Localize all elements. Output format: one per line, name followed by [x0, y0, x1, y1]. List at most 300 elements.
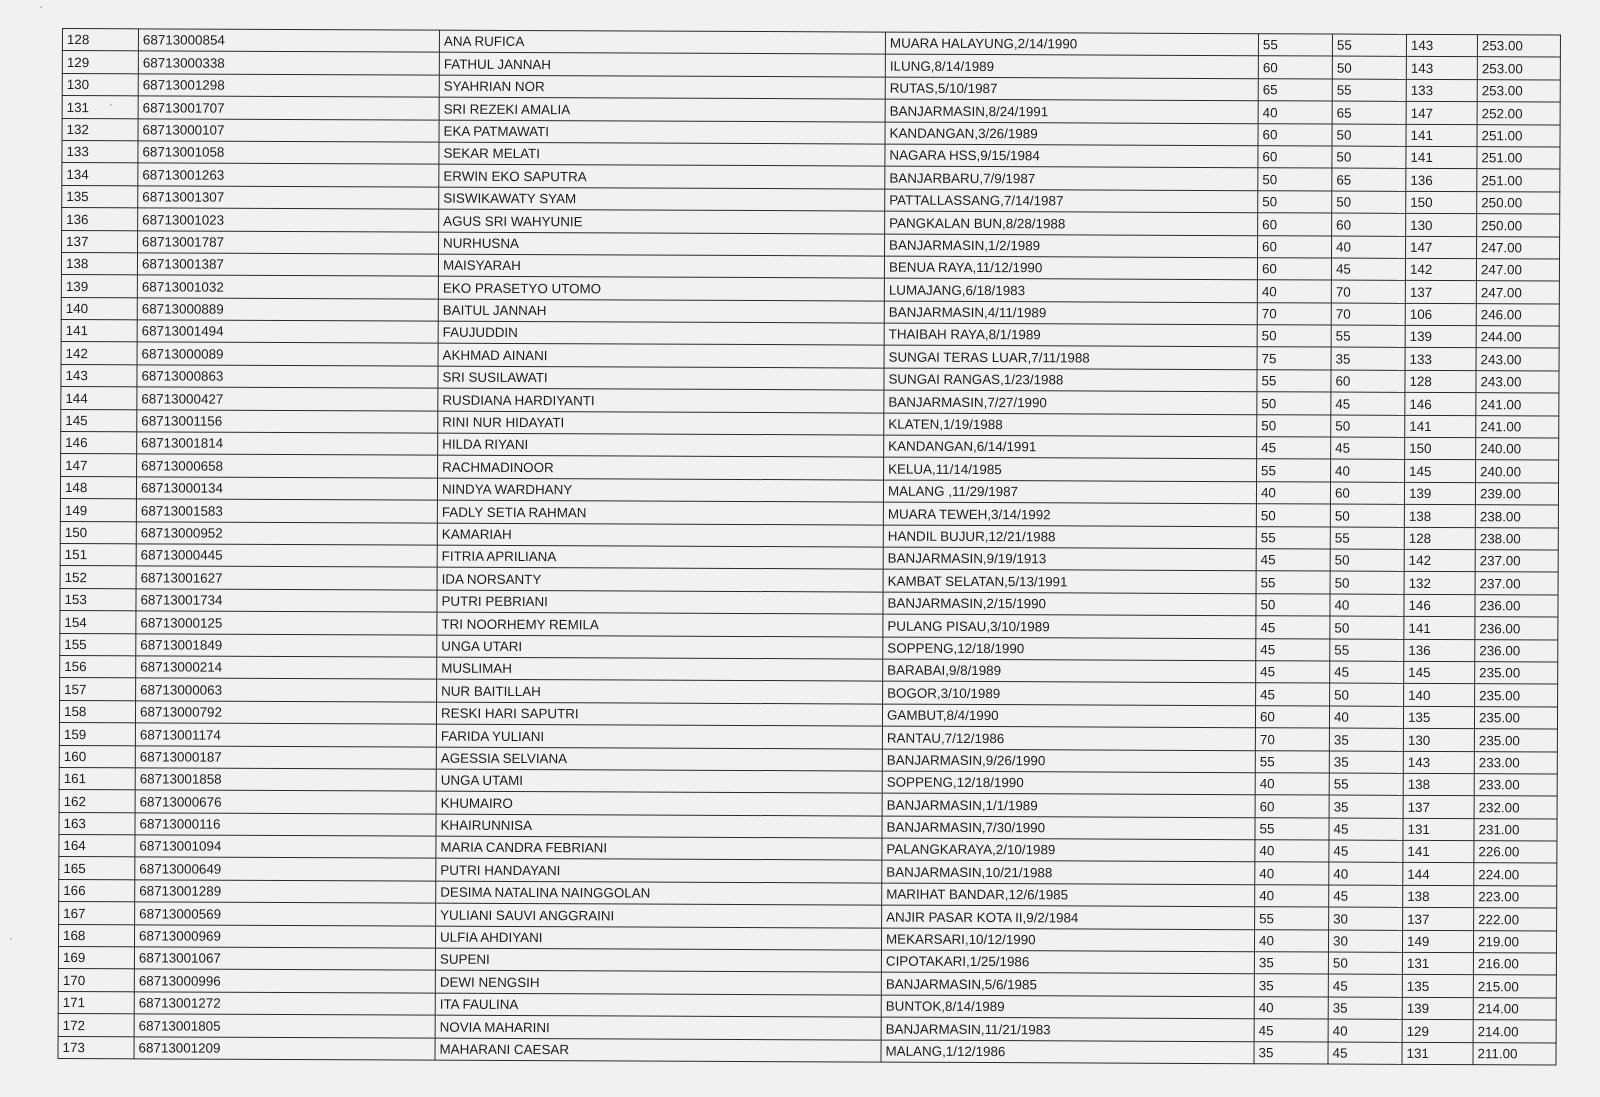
row-number-cell: 159: [59, 723, 135, 746]
participant-name-cell: PUTRI HANDAYANI: [436, 859, 882, 883]
total-score-cell: 246.00: [1476, 303, 1559, 326]
score-3-cell: 106: [1405, 303, 1476, 326]
birthplace-date-cell: MALANG,1/12/1986: [881, 1040, 1254, 1064]
birthplace-date-cell: BARABAI,9/8/1989: [883, 659, 1256, 683]
score-2-cell: 45: [1328, 974, 1402, 997]
registration-number-cell: 68713001494: [137, 320, 438, 344]
participant-name-cell: ANA RUFICA: [439, 30, 885, 54]
participant-name-cell: RACHMADINOOR: [438, 456, 884, 480]
score-3-cell: 129: [1402, 1020, 1473, 1043]
total-score-cell: 231.00: [1474, 818, 1557, 841]
total-score-cell: 239.00: [1475, 482, 1558, 505]
score-2-cell: 55: [1332, 34, 1406, 57]
score-2-cell: 45: [1329, 840, 1403, 863]
participant-name-cell: FITRIA APRILIANA: [437, 545, 883, 569]
participant-name-cell: BAITUL JANNAH: [438, 299, 884, 323]
birthplace-date-cell: BANJARMASIN,5/6/1985: [881, 972, 1254, 996]
score-1-cell: 50: [1256, 593, 1330, 616]
score-3-cell: 135: [1403, 706, 1474, 729]
row-number-cell: 135: [62, 185, 138, 208]
participant-name-cell: ULFIA AHDIYANI: [435, 926, 881, 950]
total-score-cell: 238.00: [1475, 527, 1558, 550]
row-number-cell: 154: [60, 611, 136, 634]
score-2-cell: 60: [1331, 370, 1405, 393]
birthplace-date-cell: PATTALLASSANG,7/14/1987: [885, 189, 1258, 213]
score-3-cell: 143: [1406, 57, 1477, 80]
score-3-cell: 144: [1403, 863, 1474, 886]
participant-name-cell: ERWIN EKO SAPUTRA: [439, 164, 885, 188]
registration-number-cell: 68713000792: [135, 701, 436, 725]
registration-number-cell: 68713000338: [138, 51, 439, 75]
birthplace-date-cell: MEKARSARI,10/12/1990: [881, 928, 1254, 952]
total-score-cell: 236.00: [1475, 594, 1558, 617]
participant-name-cell: SRI REZEKI AMALIA: [439, 97, 885, 121]
score-1-cell: 55: [1256, 571, 1330, 594]
birthplace-date-cell: PANGKALAN BUN,8/28/1988: [885, 211, 1258, 235]
score-2-cell: 40: [1329, 706, 1403, 729]
registration-number-cell: 68713001307: [138, 186, 439, 210]
registration-number-cell: 68713000569: [135, 902, 436, 926]
row-number-cell: 134: [62, 163, 138, 186]
score-2-cell: 70: [1331, 280, 1405, 303]
score-2-cell: 70: [1331, 303, 1405, 326]
participant-name-cell: NUR BAITILLAH: [437, 679, 883, 703]
score-1-cell: 50: [1258, 168, 1332, 191]
total-score-cell: 235.00: [1474, 706, 1557, 729]
total-score-cell: 250.00: [1477, 214, 1560, 237]
registration-number-cell: 68713001094: [135, 835, 436, 859]
score-3-cell: 150: [1405, 437, 1476, 460]
score-3-cell: 141: [1405, 415, 1476, 438]
score-2-cell: 50: [1330, 683, 1404, 706]
score-1-cell: 50: [1257, 414, 1331, 437]
registration-number-cell: 68713001156: [137, 409, 438, 433]
birthplace-date-cell: KAMBAT SELATAN,5/13/1991: [883, 569, 1256, 593]
score-3-cell: 128: [1404, 527, 1475, 550]
score-3-cell: 147: [1406, 236, 1477, 259]
participant-name-cell: YULIANI SAUVI ANGGRAINI: [436, 903, 882, 927]
score-3-cell: 141: [1406, 124, 1477, 147]
total-score-cell: 252.00: [1477, 102, 1560, 125]
birthplace-date-cell: BANJARMASIN,7/27/1990: [884, 390, 1257, 414]
score-3-cell: 141: [1403, 840, 1474, 863]
score-2-cell: 35: [1329, 751, 1403, 774]
registration-number-cell: 68713000089: [137, 342, 438, 366]
birthplace-date-cell: SUNGAI TERAS LUAR,7/11/1988: [884, 346, 1257, 370]
score-1-cell: 45: [1256, 549, 1330, 572]
participant-name-cell: KAMARIAH: [437, 523, 883, 547]
registration-number-cell: 68713000952: [136, 521, 437, 545]
row-number-cell: 137: [62, 230, 138, 253]
score-1-cell: 55: [1255, 907, 1329, 930]
registration-number-cell: 68713001814: [137, 432, 438, 456]
participant-name-cell: EKO PRASETYO UTOMO: [438, 276, 884, 300]
score-3-cell: 146: [1404, 594, 1475, 617]
registration-number-cell: 68713000427: [137, 387, 438, 411]
score-1-cell: 45: [1256, 616, 1330, 639]
birthplace-date-cell: MARIHAT BANDAR,12/6/1985: [882, 883, 1255, 907]
score-3-cell: 132: [1404, 572, 1475, 595]
participant-name-cell: UNGA UTAMI: [436, 769, 882, 793]
row-number-cell: 172: [58, 1014, 134, 1037]
total-score-cell: 236.00: [1475, 617, 1558, 640]
row-number-cell: 160: [59, 745, 135, 768]
registration-number-cell: 68713001734: [136, 589, 437, 613]
participant-name-cell: PUTRI PEBRIANI: [437, 590, 883, 614]
score-2-cell: 30: [1328, 930, 1402, 953]
registration-number-cell: 68713000863: [137, 365, 438, 389]
score-2-cell: 45: [1331, 437, 1405, 460]
birthplace-date-cell: BANJARMASIN,8/24/1991: [885, 99, 1258, 123]
row-number-cell: 149: [60, 499, 136, 522]
score-3-cell: 142: [1404, 549, 1475, 572]
score-3-cell: 139: [1405, 325, 1476, 348]
score-2-cell: 60: [1332, 213, 1406, 236]
score-3-cell: 139: [1404, 482, 1475, 505]
participant-name-cell: FADLY SETIA RAHMAN: [437, 500, 883, 524]
score-3-cell: 141: [1406, 146, 1477, 169]
row-number-cell: 140: [61, 297, 137, 320]
score-3-cell: 137: [1405, 281, 1476, 304]
score-1-cell: 50: [1258, 190, 1332, 213]
score-1-cell: 40: [1255, 862, 1329, 885]
score-2-cell: 50: [1330, 549, 1404, 572]
participant-name-cell: NOVIA MAHARINI: [435, 1015, 881, 1039]
row-number-cell: 153: [60, 588, 136, 611]
scan-speck: [40, 6, 42, 8]
participant-name-cell: NURHUSNA: [439, 232, 885, 256]
registration-number-cell: 68713001272: [134, 992, 435, 1016]
score-1-cell: 45: [1256, 661, 1330, 684]
total-score-cell: 235.00: [1474, 729, 1557, 752]
score-2-cell: 60: [1330, 482, 1404, 505]
score-1-cell: 55: [1257, 459, 1331, 482]
row-number-cell: 128: [62, 29, 138, 52]
score-3-cell: 137: [1403, 908, 1474, 931]
total-score-cell: 216.00: [1473, 953, 1556, 976]
score-3-cell: 138: [1403, 885, 1474, 908]
score-3-cell: 141: [1404, 617, 1475, 640]
score-2-cell: 50: [1330, 616, 1404, 639]
row-number-cell: 131: [62, 96, 138, 119]
total-score-cell: 214.00: [1473, 997, 1556, 1020]
total-score-cell: 233.00: [1474, 751, 1557, 774]
score-2-cell: 50: [1330, 571, 1404, 594]
birthplace-date-cell: BANJARMASIN,1/1/1989: [882, 793, 1255, 817]
total-score-cell: 240.00: [1476, 438, 1559, 461]
score-1-cell: 55: [1255, 750, 1329, 773]
birthplace-date-cell: SOPPENG,12/18/1990: [883, 637, 1256, 661]
participant-name-cell: SRI SUSILAWATI: [438, 366, 884, 390]
row-number-cell: 133: [62, 140, 138, 163]
score-2-cell: 40: [1331, 459, 1405, 482]
score-2-cell: 50: [1332, 56, 1406, 79]
total-score-cell: 241.00: [1476, 393, 1559, 416]
row-number-cell: 141: [61, 320, 137, 343]
score-2-cell: 50: [1331, 415, 1405, 438]
participant-name-cell: TRI NOORHEMY REMILA: [437, 612, 883, 636]
score-2-cell: 55: [1332, 79, 1406, 102]
row-number-cell: 157: [60, 678, 136, 701]
row-number-cell: 132: [62, 118, 138, 141]
score-1-cell: 45: [1256, 683, 1330, 706]
score-3-cell: 138: [1403, 773, 1474, 796]
registration-number-cell: 68713001023: [138, 208, 439, 232]
registration-number-cell: 68713001849: [136, 633, 437, 657]
row-number-cell: 151: [60, 543, 136, 566]
birthplace-date-cell: HANDIL BUJUR,12/21/1988: [883, 525, 1256, 549]
score-2-cell: 45: [1328, 1042, 1402, 1065]
birthplace-date-cell: RUTAS,5/10/1987: [885, 77, 1258, 101]
birthplace-date-cell: KANDANGAN,6/14/1991: [884, 435, 1257, 459]
score-2-cell: 35: [1328, 997, 1402, 1020]
registration-number-cell: 68713000214: [136, 656, 437, 680]
row-number-cell: 139: [61, 275, 137, 298]
birthplace-date-cell: BANJARBARU,7/9/1987: [885, 166, 1258, 190]
birthplace-date-cell: BANJARMASIN,9/19/1913: [883, 547, 1256, 571]
score-1-cell: 60: [1258, 235, 1332, 258]
total-score-cell: 253.00: [1477, 57, 1560, 80]
participant-name-cell: DEWI NENGSIH: [435, 971, 881, 995]
row-number-cell: 148: [60, 476, 136, 499]
score-1-cell: 60: [1257, 258, 1331, 281]
total-score-cell: 251.00: [1477, 147, 1560, 170]
registration-number-cell: 68713000107: [138, 118, 439, 142]
score-2-cell: 40: [1332, 236, 1406, 259]
score-1-cell: 40: [1255, 885, 1329, 908]
registration-number-cell: 68713001805: [134, 1014, 435, 1038]
participant-name-cell: ITA FAULINA: [435, 993, 881, 1017]
participant-name-cell: MAISYARAH: [438, 254, 884, 278]
score-1-cell: 40: [1257, 280, 1331, 303]
score-1-cell: 65: [1258, 79, 1332, 102]
registration-number-cell: 68713001289: [135, 880, 436, 904]
total-score-cell: 243.00: [1476, 371, 1559, 394]
participant-name-cell: AKHMAD AINANI: [438, 344, 884, 368]
score-2-cell: 50: [1328, 952, 1402, 975]
participant-name-cell: MAHARANI CAESAR: [435, 1038, 881, 1062]
birthplace-date-cell: PULANG PISAU,3/10/1989: [883, 614, 1256, 638]
birthplace-date-cell: ILUNG,8/14/1989: [885, 54, 1258, 78]
total-score-cell: 247.00: [1477, 236, 1560, 259]
birthplace-date-cell: MUARA HALAYUNG,2/14/1990: [885, 32, 1258, 56]
score-3-cell: 130: [1406, 213, 1477, 236]
total-score-cell: 251.00: [1477, 124, 1560, 147]
total-score-cell: 247.00: [1476, 259, 1559, 282]
birthplace-date-cell: RANTAU,7/12/1986: [882, 726, 1255, 750]
participant-name-cell: DESIMA NATALINA NAINGGOLAN: [436, 881, 882, 905]
score-2-cell: 55: [1331, 325, 1405, 348]
total-score-cell: 236.00: [1475, 639, 1558, 662]
score-1-cell: 75: [1257, 347, 1331, 370]
total-score-cell: 237.00: [1475, 550, 1558, 573]
row-number-cell: 147: [61, 454, 137, 477]
registration-number-cell: 68713001032: [137, 275, 438, 299]
birthplace-date-cell: BANJARMASIN,11/21/1983: [881, 1017, 1254, 1041]
row-number-cell: 143: [61, 364, 137, 387]
score-1-cell: 55: [1256, 526, 1330, 549]
score-1-cell: 40: [1255, 773, 1329, 796]
total-score-cell: 253.00: [1477, 79, 1560, 102]
score-1-cell: 55: [1258, 34, 1332, 57]
score-1-cell: 60: [1255, 705, 1329, 728]
participant-name-cell: FAUJUDDIN: [438, 321, 884, 345]
participant-name-cell: IDA NORSANTY: [437, 568, 883, 592]
total-score-cell: 247.00: [1476, 281, 1559, 304]
score-2-cell: 40: [1329, 862, 1403, 885]
score-2-cell: 40: [1328, 1019, 1402, 1042]
score-1-cell: 60: [1258, 146, 1332, 169]
row-number-cell: 162: [59, 790, 135, 813]
birthplace-date-cell: NAGARA HSS,9/15/1984: [885, 144, 1258, 168]
registration-number-cell: 68713000969: [134, 924, 435, 948]
birthplace-date-cell: SUNGAI RANGAS,1/23/1988: [884, 368, 1257, 392]
score-1-cell: 40: [1258, 101, 1332, 124]
row-number-cell: 169: [58, 947, 134, 970]
score-1-cell: 55: [1257, 370, 1331, 393]
score-1-cell: 60: [1258, 213, 1332, 236]
score-2-cell: 45: [1330, 661, 1404, 684]
score-2-cell: 30: [1329, 907, 1403, 930]
registration-number-cell: 68713000996: [134, 969, 435, 993]
total-score-cell: 251.00: [1477, 169, 1560, 192]
birthplace-date-cell: BANJARMASIN,2/15/1990: [883, 592, 1256, 616]
birthplace-date-cell: BUNTOK,8/14/1989: [881, 995, 1254, 1019]
score-1-cell: 45: [1254, 1019, 1328, 1042]
score-1-cell: 70: [1257, 302, 1331, 325]
row-number-cell: 170: [58, 969, 134, 992]
score-1-cell: 50: [1257, 325, 1331, 348]
row-number-cell: 158: [59, 700, 135, 723]
total-score-cell: 233.00: [1474, 774, 1557, 797]
score-3-cell: 140: [1404, 684, 1475, 707]
score-1-cell: 35: [1254, 952, 1328, 975]
row-number-cell: 171: [58, 991, 134, 1014]
birthplace-date-cell: BANJARMASIN,10/21/1988: [882, 861, 1255, 885]
score-3-cell: 146: [1405, 393, 1476, 416]
score-2-cell: 50: [1330, 504, 1404, 527]
birthplace-date-cell: KLATEN,1/19/1988: [884, 413, 1257, 437]
row-number-cell: 152: [60, 566, 136, 589]
registration-number-cell: 68713001174: [135, 723, 436, 747]
score-3-cell: 133: [1406, 79, 1477, 102]
score-2-cell: 55: [1330, 639, 1404, 662]
participant-name-cell: NINDYA WARDHANY: [437, 478, 883, 502]
birthplace-date-cell: BANJARMASIN,1/2/1989: [885, 234, 1258, 258]
score-3-cell: 142: [1405, 258, 1476, 281]
birthplace-date-cell: BANJARMASIN,4/11/1989: [884, 301, 1257, 325]
registration-number-cell: 68713001263: [138, 163, 439, 187]
score-3-cell: 138: [1404, 505, 1475, 528]
score-2-cell: 35: [1329, 728, 1403, 751]
participant-name-cell: AGUS SRI WAHYUNIE: [439, 209, 885, 233]
score-3-cell: 131: [1402, 952, 1473, 975]
score-2-cell: 50: [1332, 146, 1406, 169]
score-3-cell: 145: [1405, 460, 1476, 483]
participant-name-cell: MUSLIMAH: [437, 657, 883, 681]
total-score-cell: 241.00: [1476, 415, 1559, 438]
row-number-cell: 146: [61, 432, 137, 455]
score-3-cell: 135: [1402, 975, 1473, 998]
score-3-cell: 128: [1405, 370, 1476, 393]
participant-name-cell: KHUMAIRO: [436, 791, 882, 815]
registration-number-cell: 68713001209: [134, 1036, 435, 1060]
participant-name-cell: RUSDIANA HARDIYANTI: [438, 388, 884, 412]
score-1-cell: 35: [1254, 1041, 1328, 1064]
score-3-cell: 130: [1403, 728, 1474, 751]
row-number-cell: 168: [58, 924, 134, 947]
score-3-cell: 136: [1406, 169, 1477, 192]
registration-number-cell: 68713000889: [137, 298, 438, 322]
row-number-cell: 165: [59, 857, 135, 880]
birthplace-date-cell: KANDANGAN,3/26/1989: [885, 122, 1258, 146]
results-table: [58, 28, 1561, 1065]
score-2-cell: 45: [1329, 818, 1403, 841]
participant-name-cell: RESKI HARI SAPUTRI: [436, 702, 882, 726]
row-number-cell: 150: [60, 521, 136, 544]
score-3-cell: 137: [1403, 796, 1474, 819]
registration-number-cell: 68713001298: [138, 74, 439, 98]
row-number-cell: 163: [59, 812, 135, 835]
row-number-cell: 130: [62, 73, 138, 96]
score-3-cell: 150: [1406, 191, 1477, 214]
results-table-body: [58, 29, 1560, 1065]
birthplace-date-cell: BANJARMASIN,7/30/1990: [882, 816, 1255, 840]
score-2-cell: 35: [1331, 348, 1405, 371]
registration-number-cell: 68713001627: [136, 566, 437, 590]
score-1-cell: 60: [1258, 56, 1332, 79]
row-number-cell: 142: [61, 342, 137, 365]
registration-number-cell: 68713000676: [135, 790, 436, 814]
scan-speck: [10, 938, 12, 940]
row-number-cell: 173: [58, 1036, 134, 1059]
row-number-cell: 136: [62, 208, 138, 231]
score-3-cell: 143: [1406, 34, 1477, 57]
birthplace-date-cell: LUMAJANG,6/18/1983: [884, 278, 1257, 302]
score-1-cell: 60: [1258, 123, 1332, 146]
total-score-cell: 222.00: [1474, 908, 1557, 931]
birthplace-date-cell: SOPPENG,12/18/1990: [882, 771, 1255, 795]
registration-number-cell: 68713000187: [135, 745, 436, 769]
total-score-cell: 226.00: [1474, 841, 1557, 864]
birthplace-date-cell: MUARA TEWEH,3/14/1992: [883, 502, 1256, 526]
row-number-cell: 138: [61, 252, 137, 275]
registration-number-cell: 68713000134: [136, 477, 437, 501]
score-1-cell: 35: [1254, 974, 1328, 997]
score-1-cell: 60: [1255, 795, 1329, 818]
registration-number-cell: 68713000445: [136, 544, 437, 568]
score-3-cell: 145: [1404, 661, 1475, 684]
score-1-cell: 40: [1255, 840, 1329, 863]
participant-name-cell: SISWIKAWATY SYAM: [439, 187, 885, 211]
score-3-cell: 147: [1406, 102, 1477, 125]
participant-name-cell: SYAHRIAN NOR: [439, 75, 885, 99]
participant-name-cell: MARIA CANDRA FEBRIANI: [436, 836, 882, 860]
score-1-cell: 40: [1256, 482, 1330, 505]
participant-name-cell: SEKAR MELATI: [439, 142, 885, 166]
score-1-cell: 55: [1255, 817, 1329, 840]
total-score-cell: 211.00: [1473, 1042, 1556, 1065]
participant-name-cell: SUPENI: [435, 948, 881, 972]
score-1-cell: 45: [1257, 437, 1331, 460]
row-number-cell: 156: [60, 655, 136, 678]
total-score-cell: 215.00: [1473, 975, 1556, 998]
score-3-cell: 149: [1402, 930, 1473, 953]
participant-name-cell: RINI NUR HIDAYATI: [438, 411, 884, 435]
score-2-cell: 55: [1330, 527, 1404, 550]
score-3-cell: 131: [1402, 1042, 1473, 1065]
participant-name-cell: AGESSIA SELVIANA: [436, 747, 882, 771]
